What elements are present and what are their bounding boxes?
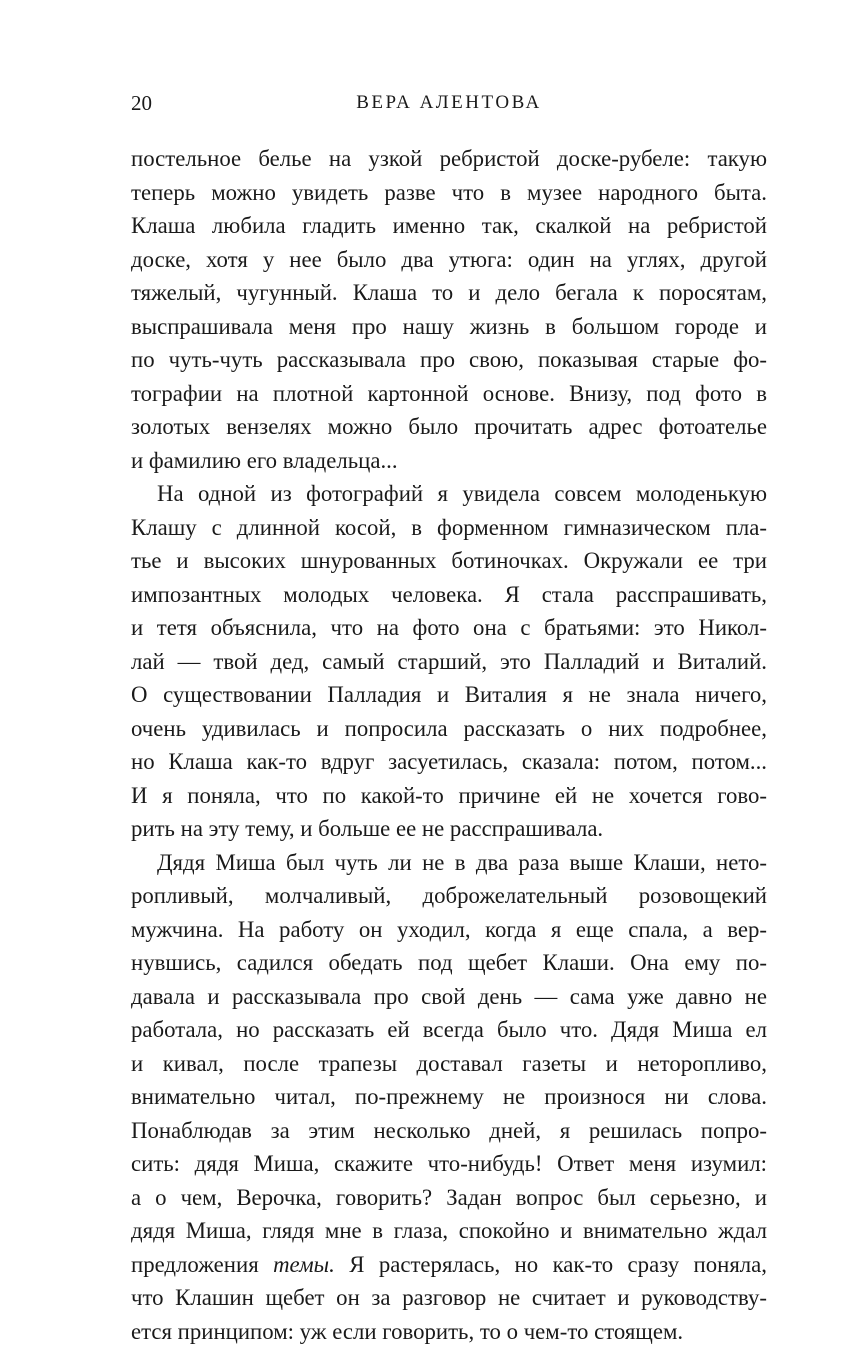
text-line: тографии на плотной картонной основе. Внизу, под фото в — [131, 377, 767, 411]
text-line: теперь можно увидеть разве что в музее народного быта. — [131, 176, 767, 210]
text-line: очень удивилась и попросила рассказать о них подробнее, — [131, 712, 767, 746]
line-start: предложения — [131, 1252, 273, 1277]
text-line: а о чем, Верочка, говорить? Задан вопрос был серьезно, и — [131, 1181, 767, 1215]
text-line: импозантных молодых человека. Я стала расспрашивать, — [131, 578, 767, 612]
page-number: 20 — [131, 88, 152, 118]
text-line: золотых вензелях можно было прочитать адрес фотоателье — [131, 410, 767, 444]
text-line: мужчина. На работу он уходил, когда я еще спала, а вер- — [131, 913, 767, 947]
text-line: Клашу с длинной косой, в форменном гимназическом пла- — [131, 511, 767, 545]
text-line: и кивал, после трапезы доставал газеты и неторопливо, — [131, 1047, 767, 1081]
text-line: ропливый, молчаливый, доброжелательный розовощекий — [131, 879, 767, 913]
text-line: выспрашивала меня про нашу жизнь в большом городе и — [131, 310, 767, 344]
text-line: тье и высоких шнурованных ботиночках. Окружали ее три — [131, 544, 767, 578]
line-end: Я растерялась, но как-то сразу поняла, — [335, 1252, 767, 1277]
text-line: лай — твой дед, самый старший, это Палладий и Виталий. — [131, 645, 767, 679]
text-line: тяжелый, чугунный. Клаша то и дело бегала к поросятам, — [131, 276, 767, 310]
text-line: На одной из фотографий я увидела совсем молоденькую — [131, 477, 767, 511]
text-line: рить на эту тему, и больше ее не расспрашивала. — [131, 812, 767, 846]
text-line: И я поняла, что по какой-то причине ей не хочется гово- — [131, 779, 767, 813]
text-line: и фамилию его владельца... — [131, 444, 767, 478]
text-line: но Клаша как-то вдруг засуетилась, сказала: потом, потом... — [131, 745, 767, 779]
emphasis-word: темы. — [273, 1252, 335, 1277]
text-line: давала и рассказывала про свой день — сама уже давно не — [131, 980, 767, 1014]
text-line: нувшись, садился обедать под щебет Клаши. Она ему по- — [131, 946, 767, 980]
page-header — [131, 88, 767, 118]
text-line: что Клашин щебет он за разговор не считает и руководству- — [131, 1281, 767, 1315]
text-line: Понаблюдав за этим несколько дней, я решилась попро- — [131, 1114, 767, 1148]
text-line: доске, хотя у нее было два утюга: один на углях, другой — [131, 243, 767, 277]
text-line: и тетя объяснила, что на фото она с братьями: это Никол- — [131, 611, 767, 645]
text-line: ется принципом: уж если говорить, то о чем-то стоящем. — [131, 1315, 767, 1348]
text-line: сить: дядя Миша, скажите что-нибудь! Ответ меня изумил: — [131, 1147, 767, 1181]
text-line: по чуть-чуть рассказывала про свою, показывая старые фо- — [131, 343, 767, 377]
running-head: ВЕРА АЛЕНТОВА — [131, 88, 767, 118]
text-line: постельное белье на узкой ребристой доске-рубеле: такую — [131, 142, 767, 176]
text-line-with-emphasis — [131, 1248, 767, 1282]
text-line: О существовании Палладия и Виталия я не знала ничего, — [131, 678, 767, 712]
text-line: Дядя Миша был чуть ли не в два раза выше Клаши, нето- — [131, 846, 767, 880]
body-text — [131, 142, 767, 1348]
text-line: дядя Миша, глядя мне в глаза, спокойно и внимательно ждал — [131, 1214, 767, 1248]
text-line: внимательно читал, по-прежнему не произнося ни слова. — [131, 1080, 767, 1114]
text-line: Клаша любила гладить именно так, скалкой на ребристой — [131, 209, 767, 243]
text-line: работала, но рассказать ей всегда было что. Дядя Миша ел — [131, 1013, 767, 1047]
